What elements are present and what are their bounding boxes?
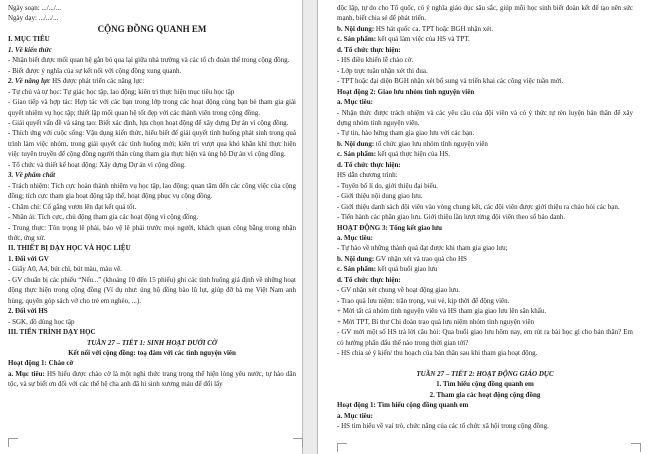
text-segment: HS hiểu được chào cờ là một nghi thức trang trọng thể hiện lòng yêu nước, tự hào dân tộc, và sự biết ơn đối với các thế hệ cha anh đã hi sinh xương máu để đổi lấy [8, 369, 296, 389]
text-segment: - HS chia sẻ ý kiến/ thu hoạch của bản thân sau khi tham gia hoạt động. [337, 348, 538, 357]
text-segment: 1. Về kiến thức [8, 45, 52, 54]
paragraph [337, 202, 633, 212]
paragraph [8, 45, 296, 55]
text-segment: Kết nối với cộng đồng: toạ đàm với các tình nguyện viên [68, 348, 236, 357]
paragraph [8, 317, 296, 327]
document-page-1[interactable] [0, 0, 302, 454]
text-segment: I. MỤC TIÊU [8, 35, 50, 44]
text-segment: - TPT hoặc đại diện BGH nhận xét bổ sung và triển khai các công việc tuần mới. [337, 77, 564, 86]
text-segment: kết quả thực hiện của HS. [376, 150, 451, 159]
paragraph [337, 400, 633, 410]
text-segment: - GV nhận xét chung về hoạt động giao lưu. [337, 286, 461, 295]
paragraph [337, 223, 633, 233]
document-page-2[interactable] [318, 0, 650, 454]
text-segment: - Thích ứng với cuộc sống: Vận dụng kiến thức, hiểu biết để giải quyết tình huống phát sinh trong quá trình làm việc nhóm, trong giải quyết các tình huống mới; kiên trì vượt qua khó khăn khi thực hiện việc tuyên truyền để cộng đồng người thân cùng tham gia thực hiện và ủng hộ Dự án vì cộng đồng. [8, 129, 296, 159]
paragraph [337, 369, 633, 379]
paragraph [337, 66, 633, 76]
paragraph [8, 118, 296, 128]
paragraph [8, 34, 296, 44]
text-segment: - HS điều khiển lễ chào cờ. [337, 56, 414, 65]
paragraph [8, 97, 296, 118]
text-segment: - Giấy A0, A4, bút chì, bút màu, màu vẽ. [8, 265, 122, 274]
paragraph [337, 45, 633, 55]
text-segment: - Lớp trực tuần nhận xét thi đua. [337, 66, 428, 75]
paragraph [337, 264, 633, 274]
paragraph [337, 275, 633, 285]
paragraph [337, 149, 633, 159]
text-segment: TUẦN 27 – TIẾT 1: SINH HOẠT DƯỚI CỜ [87, 338, 217, 347]
text-segment: a. Mục tiêu: [337, 98, 373, 107]
page-gap [302, 0, 318, 454]
paragraph [337, 348, 633, 358]
paragraph [8, 128, 296, 159]
paragraph [8, 202, 296, 212]
text-segment: a. Mục tiêu: [337, 233, 373, 242]
text-segment: kết quả làm việc của HS và TPT. [376, 35, 470, 44]
text-segment: tổ chức giao lưu nhóm tình nguyện viên [374, 139, 488, 148]
text-segment: b. Nội dung: [337, 139, 375, 148]
text-segment: - Chăm chỉ: Cố gắng vươn lên đạt kết quả tốt. [8, 202, 137, 211]
paragraph [8, 66, 296, 76]
paragraph [337, 87, 633, 97]
paragraph [337, 421, 633, 431]
text-segment: - Nhận biết được mối quan hệ gắn bó qua lại giữa nhà trường và các tổ ch đoàn thể trong cộng đồng. [8, 56, 290, 65]
paragraph [337, 285, 633, 295]
paragraph [8, 327, 296, 337]
page-1-text-area[interactable] [8, 3, 296, 390]
paragraph [337, 191, 633, 201]
text-segment: CỘNG ĐỒNG QUANH EM [97, 23, 207, 34]
paragraph [337, 181, 633, 191]
paragraph [8, 306, 296, 316]
text-segment: - Tự tin, hào hứng tham gia giao lưu với các bạn. [337, 129, 475, 138]
paragraph [337, 306, 633, 316]
text-segment: 2. Về năng lực [8, 77, 51, 86]
text-segment: - Trách nhiệm: Tích cực hoàn thành nhiệm vụ học tập, lao động; quan tâm đến các công việc của cộng đồng; tích cực tham gia hoạt động tập thể, hoạt động phục vụ cộng đồng. [8, 181, 296, 201]
text-segment: c. Sản phẩm: [337, 150, 377, 159]
paragraph [337, 317, 633, 327]
text-boundary-corner-icon [337, 443, 347, 452]
text-segment: c. Sản phẩm: [337, 265, 377, 274]
paragraph [8, 369, 296, 390]
paragraph [337, 243, 633, 253]
paragraph [337, 296, 633, 306]
text-segment: - Giới thiệu danh sách đội viên vào vòng chung kết, các đội viên được giới thiệu ra chào hỏi các bạn. [337, 202, 620, 211]
text-segment: kết quả buổi giao lưu [376, 265, 438, 274]
text-segment: - SGK, đồ dùng học tập [8, 317, 75, 326]
paragraph [8, 76, 296, 86]
paragraph [8, 3, 296, 13]
paragraph [337, 76, 633, 86]
text-segment: 1. Đối với GV [8, 254, 49, 263]
text-segment: Ngày dạy: .../.../... [8, 14, 59, 23]
text-segment: - Tổ chức và thiết kế hoạt động: Xây dựng Dự án vì cộng đồng. [8, 160, 186, 169]
text-boundary-corner-icon [8, 438, 18, 447]
paragraph [8, 55, 296, 65]
text-segment: - GV chuẩn bị các phiếu “Nếu...” (khoảng 10 đến 15 phiếu) ghi các tình huống giả định về những hoạt động thực hiện trong cộng đồng (Ví dụ như: ủng hộ đồng bào lũ lụt, giúp đỡ bà mẹ Việt Nam anh hùng, quyên góp sách vở cho trẻ em nghèo, ...). [8, 275, 296, 305]
text-boundary-corner-icon [631, 443, 641, 452]
paragraph [8, 254, 296, 264]
text-segment: độc lập, tự do cho Tổ quốc, có ý nghĩa giáo dục sâu sắc, giúp mỗi học sinh biết đoàn kết để tạo nên sức mạnh, biết chia sẻ để phát triển. [337, 4, 633, 23]
paragraph [337, 3, 633, 24]
text-segment: - Giải quyết vấn đề và sáng tạo: Biết xác định, lựa chọn hoạt động để xây dựng Dự án vì cộng đồng. [8, 118, 289, 127]
paragraph [337, 254, 633, 264]
paragraph [337, 24, 633, 34]
text-segment: b. Nội dung: [337, 254, 375, 263]
paragraph [8, 212, 296, 222]
paragraph [337, 97, 633, 107]
paragraph [337, 34, 633, 44]
text-segment [337, 359, 339, 367]
text-segment: 3. Về phẩm chất [8, 171, 56, 180]
text-segment: - Tiến hành các phần giao lưu. Giới thiệu lần lượt từng đội viên theo số báo danh. [337, 213, 566, 222]
paragraph [337, 128, 633, 138]
text-segment: HS hát quốc ca. TPT hoặc BGH nhận xét. [374, 24, 494, 33]
text-segment: HS được phát triển các năng lực: [50, 77, 145, 86]
text-segment: 2. Tham gia các hoạt động cộng đồng [429, 390, 541, 399]
paragraph [8, 170, 296, 180]
paragraph [337, 233, 633, 243]
text-segment: a. Mục tiêu: [337, 411, 373, 420]
text-segment: + Mời tất cả nhóm tình nguyện viên và HS tham gia giao lưu lên sân khấu. [337, 307, 547, 316]
paragraph [337, 411, 633, 421]
paragraph [8, 264, 296, 274]
text-segment: TUẦN 27 – TIẾT 2: HOẠT ĐỘNG GIÁO DỤC [416, 369, 554, 378]
text-segment: II. THIẾT BỊ DẠY HỌC VÀ HỌC LIỆU [8, 244, 131, 253]
text-segment: - Tự chủ và tự học: Tự giác học tập, lao động; kiên trì thực hiện mục tiêu học tập [8, 87, 235, 96]
paragraph [337, 358, 633, 368]
text-segment: - Trao quà lưu niệm: trân trọng, vui vẻ, kịp thời để động viên. [337, 296, 510, 305]
paragraph [8, 160, 296, 170]
text-segment: a. Mục tiêu: [8, 369, 45, 378]
paragraph [337, 170, 633, 180]
text-segment: - GV mời một số HS trả lời câu hỏi: Qua buổi giao lưu hôm nay, em rút ra bài học gì cho bản thân? Em có hướng phấn đấu thế nào trong thời gian tới? [337, 328, 633, 347]
text-segment: HOẠT ĐỘNG 3: Tổng kết giao lưu [337, 223, 443, 232]
text-segment: 2. Đối với HS [8, 307, 48, 316]
paragraph [8, 223, 296, 244]
paragraph [337, 160, 633, 170]
text-segment: Hoạt động 1: Tìm hiểu cộng đồng quanh em [337, 401, 469, 410]
text-segment: d. Tổ chức thực hiện: [337, 45, 401, 54]
text-segment: c. Sản phẩm: [337, 35, 377, 44]
text-segment: d. Tổ chức thực hiện: [337, 160, 401, 169]
paragraph [8, 181, 296, 202]
paragraph [8, 358, 296, 368]
text-segment: - Nhân ái: Tích cực, chủ động tham gia các hoạt động vì cộng đồng. [8, 213, 199, 222]
text-boundary-corner-icon [293, 438, 303, 447]
text-segment: - Giới thiệu nội dung giao lưu. [337, 192, 423, 201]
document-title [8, 24, 296, 34]
paragraph [337, 390, 633, 400]
paragraph [337, 327, 633, 348]
text-segment: GV nhận xét và trao quà cho HS [374, 254, 467, 263]
text-segment: III. TIẾN TRÌNH DẠY HỌC [8, 328, 96, 337]
text-segment: - Nhận thức được trách nhiệm và các yêu cầu của đội viên và có ý thức tự rèn luyện bản thân để xây dựng nhóm tình nguyện viên. [337, 108, 633, 127]
paragraph [8, 338, 296, 348]
text-segment: - HS tìm hiểu về vai trò, chức năng của các tổ chức xã hội trong cộng đồng. [337, 422, 549, 431]
text-segment: Hoạt động 1: Chào cờ [8, 359, 74, 368]
paragraph [8, 87, 296, 97]
text-segment: - Tự hào về những thành quả đạt được khi tham gia giao lưu; [337, 244, 508, 253]
text-segment: - Biết được ý nghĩa của sự kết nối với cộng đồng xung quanh. [8, 66, 182, 75]
text-segment: - Trung thực: Tôn trọng lẽ phải, bảo vệ lẽ phải trước mọi người, khách quan công bằng trong nhận thức, ứng xử. [8, 223, 296, 242]
text-segment: Ngày soạn: .../.../... [8, 4, 62, 12]
paragraph [337, 108, 633, 129]
paragraph [337, 55, 633, 65]
text-segment: + Mời TPT, Bí thư Chi đoàn trao quà lưu niệm nhóm tình nguyện viên [337, 317, 535, 326]
paragraph [337, 379, 633, 389]
text-segment: - Giao tiếp và hợp tác: Hợp tác với các bạn trong lớp trong các hoạt động cùng bạn bè tham gia giải quyết nhiệm vụ học tập; thiết lập mối quan hệ tốt đẹp với các thành viên trong cộng đồng. [8, 98, 296, 117]
text-segment: b. Nội dung: [337, 24, 375, 33]
text-segment: Hoạt động 2: Giao lưu nhóm tình nguyện viên [337, 87, 475, 96]
paragraph [337, 212, 633, 222]
text-segment: - Tuyên bố lí do, giới thiệu đại biểu. [337, 181, 438, 190]
text-segment: d. Tổ chức thực hiện: [337, 275, 401, 284]
paragraph [337, 139, 633, 149]
paragraph [8, 243, 296, 253]
paragraph [8, 348, 296, 358]
paragraph [8, 13, 296, 23]
paragraph [8, 275, 296, 306]
text-segment: HS dẫn chương trình: [337, 171, 398, 180]
text-segment: 1. Tìm hiểu cộng đồng quanh em [436, 380, 534, 389]
page-2-text-area[interactable] [337, 3, 633, 432]
